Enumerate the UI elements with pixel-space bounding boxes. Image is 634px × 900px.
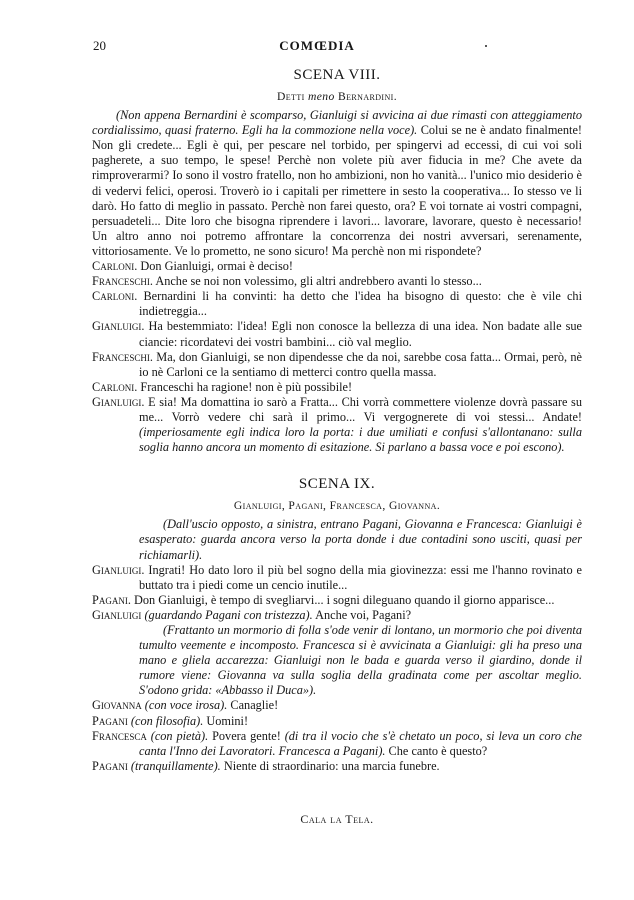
stage-direction: (tranquillamente).	[127, 758, 221, 773]
speech-text: Anche voi, Pagani?	[312, 607, 412, 622]
speech-text: Franceschi ha ragione! non è più possibile!	[137, 379, 353, 394]
speaker-name: Francesca	[92, 728, 147, 743]
speech-text: Niente di straordinario: una marcia funebre.	[220, 758, 440, 773]
speech-text: Uomini!	[203, 713, 249, 728]
dialogue-line	[92, 563, 582, 593]
speech-text: Ingrati! Ho dato loro il più bel sogno della mia giovinezza: essi me l'hanno rovinato e buttato tra i piedi come un cencio inutile...	[139, 562, 582, 592]
scene-9-title: SCENA IX.	[298, 476, 376, 493]
dialogue-line	[92, 698, 582, 713]
scene-separator	[92, 455, 582, 475]
characters-detti: Detti	[276, 90, 305, 103]
stage-direction-block	[92, 623, 582, 698]
speech-text: Che canto è questo?	[385, 743, 488, 758]
dialogue-line	[92, 759, 582, 774]
curtain-line: Cala la Tela.	[300, 811, 374, 826]
dialogue-line	[92, 259, 582, 274]
dialogue-line	[92, 714, 582, 729]
dialogue-line	[92, 319, 582, 349]
dialogue-line	[92, 608, 582, 623]
speech-text: Colui se ne è andato finalmente! Non gli credete... Egli è qui, per pescare nel torbido, per spingervi ad eccessi, di cui voi soli pagherete, a suo tempo, le spese! Perchè non volete più aver fiducia in me? Che avete da rimproverarmi? Io sono il vostro fratello, non ho ambizioni, non ho vanità... l'unico mio desiderio è di vedervi felici, operosi. Troverò io i capitali per rimettere in sesto la cooperativa... Io stesso ve li darò. Ho fatto di meglio in passato. Perchè non farei questo, ora? E voi tornate ai vostri compagni, persuadeteli... Dite loro che bisogna riprendere i lavori... lavorare, lavorare, questo è necessario! Un altro anno noi potremo affrontare la concorrenza dei nostri avversari, serenamente, vittoriosamente. Ve lo prometto, ne sono sicuro! Ma perchè non mi rispondete?	[92, 123, 582, 258]
speech-text: Don Gianluigi, è tempo di svegliarvi... i sogni dileguano quando il giorno apparisce...	[130, 592, 555, 607]
page-body	[92, 66, 582, 827]
characters-meno: meno	[304, 90, 338, 103]
ending-separator	[92, 774, 582, 812]
speaker-name: Carloni.	[92, 259, 138, 274]
speech-text: Don Gianluigi, ormai è deciso!	[137, 259, 294, 274]
running-title: COMŒDIA	[279, 38, 355, 53]
stage-direction: (guardando Pagani con tristezza).	[141, 607, 313, 622]
speech-text: Ma, don Gianluigi, se non dipendesse che da noi, sarebbe cosa fatta... Ormai, però, nè io nè Carloni ce la sentiamo di metterci contro quella massa.	[139, 349, 582, 379]
scene-9-characters: Gianluigi, Pagani, Francesca, Giovanna.	[233, 499, 441, 513]
speaker-name: Gianluigi.	[92, 394, 145, 409]
speaker-name: Pagani	[92, 758, 128, 773]
speech-text: Ha bestemmiato: l'idea! Egli non conosce la bellezza di una idea. Non badate alle sue ciancie: ricordatevi dei vostri bambini... ciò val meglio.	[139, 319, 582, 349]
scene-8-title: SCENA VIII.	[293, 67, 381, 83]
dialogue-line	[92, 274, 582, 289]
dialogue-line	[92, 350, 582, 380]
dialogue-line	[92, 729, 582, 759]
speaker-name: Franceschi.	[92, 349, 153, 364]
dialogue-line	[92, 593, 582, 608]
stage-direction: (Frattanto un mormorio di folla s'ode venir di lontano, un mormorio che poi diventa tumulto veemente e incomposto. Francesca si è avvicinata a Gianluigi: gli ha preso una mano e gliela accarezza: Gianluigi non le bada e guarda verso il giardino, donde il rumore viene: Giovanna va sulla soglia della gradinata come per ascoltar meglio. S'odono grida: «Abbasso il Duca»).	[139, 623, 582, 698]
stage-direction: (imperiosamente egli indica loro la porta: i due umiliati e confusi s'allontanano: sulla soglia hanno ancora un momento di esitazione. Si parlano a bassa voce e poi escono).	[139, 425, 582, 455]
print-speck	[485, 45, 487, 47]
stage-direction: (di tra il vocio che s'è chetato un poco, si leva un coro che canta l'Inno dei Lavoratori. Francesca a Pagani).	[139, 728, 582, 758]
speaker-name: Pagani.	[92, 592, 131, 607]
speaker-name: Franceschi.	[92, 274, 153, 289]
dialogue-line	[92, 395, 582, 455]
stage-direction: (con filosofia).	[127, 713, 204, 728]
speech-text: E sia! Ma domattina io sarò a Fratta... Chi vorrà commettere violenze dovrà passare su me... Vorrò vedere chi sarà il primo... Vi vergognerete di voi stessi... Andate!	[139, 394, 582, 424]
dialogue-line	[92, 289, 582, 319]
speaker-name: Giovanna	[92, 698, 142, 713]
speaker-name: Pagani	[92, 713, 128, 728]
scene-8-characters	[92, 89, 582, 104]
speaker-name: Carloni.	[92, 379, 138, 394]
speech-text: Bernardini li ha convinti: ha detto che l'idea ha bisogno di questo: che è vile chi indietreggia...	[137, 289, 582, 319]
page-number: 20	[93, 38, 106, 53]
characters-bernardini: Bernardini.	[337, 90, 398, 103]
dialogue-line	[92, 380, 582, 395]
scene-9-stage-direction	[92, 517, 582, 562]
stage-direction: (con voce irosa).	[141, 698, 228, 713]
scene-8-opening	[92, 108, 582, 259]
speaker-name: Gianluigi	[92, 607, 142, 622]
speech-text: Anche se noi non volessimo, gli altri andrebbero avanti lo stesso...	[152, 274, 482, 289]
speaker-name: Carloni.	[92, 289, 138, 304]
speech-text: Canaglie!	[227, 698, 279, 713]
speaker-name: Gianluigi.	[92, 319, 145, 334]
page-header	[0, 38, 634, 54]
speaker-name: Gianluigi.	[92, 562, 145, 577]
speech-text: Povera gente!	[208, 728, 285, 743]
stage-direction: (con pietà).	[146, 728, 209, 743]
stage-direction: (Non appena Bernardini è scomparso, Gianluigi si avvicina ai due rimasti con atteggiamento cordialissimo, quasi fraterno. Egli ha la commozione nella voce).	[92, 108, 582, 138]
stage-direction: (Dall'uscio opposto, a sinistra, entrano Pagani, Giovanna e Francesca: Gianluigi è esasperato: guarda ancora verso la porta donde i due contadini sono usciti, quasi per richiamarli).	[139, 517, 582, 562]
